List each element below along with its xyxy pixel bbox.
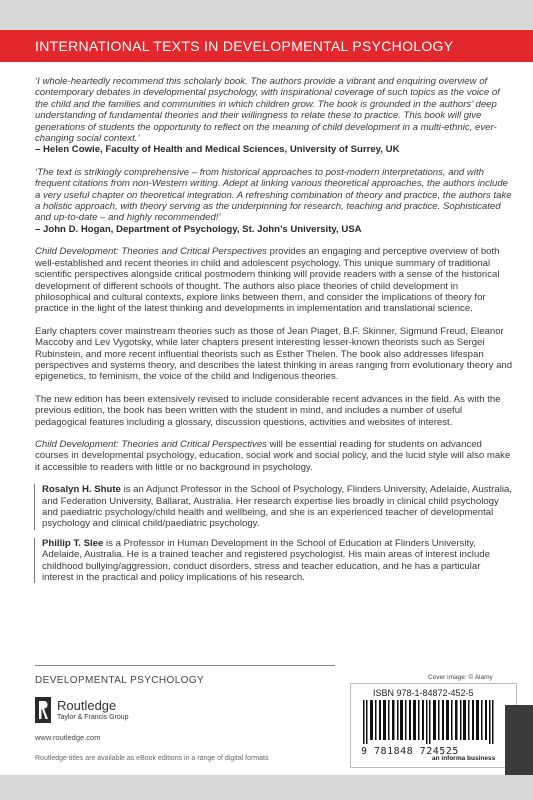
review-quote-2 bbox=[35, 167, 513, 235]
top-margin-strip bbox=[0, 0, 533, 30]
author-bio-text: is an Adjunct Professor in the School of Psychology, Flinders University, Adelaide, Australia, and Federation University, Ballarat, Australia. Her research expertise lies broadly in clinical child psychology and paediatric psychology/child health and wellbeing, and she is an experienced teacher of developmental psychology and clinical child/paediatric psychology. bbox=[42, 484, 512, 530]
description-paragraph-3: The new edition has been extensively revised to include considerable recent advances in the field. As with the previous edition, the book has been written with the student in mind, and includes a number of useful pedagogical features including a glossary, discussion questions, activities and websites of interest. bbox=[35, 393, 501, 428]
book-title-italic: Child Development: Theories and Critical Perspectives bbox=[35, 246, 267, 258]
author-bio-text: is a Professor in Human Development in the School of Education at Flinders University, Adelaide, Australia. He is a trained teacher and registered psychologist. His main areas of interest include childhood bullying/aggression, conduct disorders, stress and teacher education, and he has a particular interest in the practical and policy implications of his research. bbox=[42, 537, 490, 584]
back-cover-text bbox=[35, 76, 513, 591]
publisher-name: Routledge bbox=[57, 698, 117, 713]
series-banner bbox=[0, 30, 533, 62]
description-paragraph-4 bbox=[35, 439, 513, 473]
barcode-icon bbox=[359, 700, 507, 744]
quote-attribution: – John D. Hogan, Department of Psychology, St. John’s University, USA bbox=[35, 223, 362, 235]
description-text: provides an engaging and perceptive overview of both well-established and recent theories in child and adolescent psychology. This unique summary of traditional scientific perspectives alongside critical postmodern thinking will provide readers with a sense of the historical development of different schools of thought. The authors also place theories of child development in philosophical and cultural contexts, explore links between them, and consider the implications of theory for practice in the light of the latest thinking and developments in implementation and translational science. bbox=[35, 246, 500, 315]
description-paragraph-2: Early chapters cover mainstream theories such as those of Jean Piaget, B.F. Skinner, Sigmund Freud, Eleanor Maccoby and Lev Vygotsky, while later chapters present interesting lesser-known theorists such as Sergei Rubinstein, and more recent influential theorists such as Esther Thelen. The book also addresses lifespan perspectives and systems theory, and describes the latest thinking in areas ranging from evolutionary theory and epigenetics, to feminism, the voice of the child and Indigenous theories. bbox=[35, 325, 513, 383]
author-bio-1 bbox=[34, 484, 513, 530]
quote-attribution: – Helen Cowie, Faculty of Health and Medical Sciences, University of Surrey, UK bbox=[35, 144, 400, 156]
ebook-note: Routledge titles are available as eBook editions in a range of digital formats bbox=[35, 755, 269, 762]
author-name: Rosalyn H. Shute bbox=[42, 484, 121, 496]
author-bio-2 bbox=[34, 538, 513, 584]
publisher-group: Taylor & Francis Group bbox=[57, 714, 129, 721]
quote-text: ‘I whole-heartedly recommend this scholarly book. The authors provide a vibrant and enquiring overview of contemporary debates in developmental psychology, with inspirational coverage of such topics as the voice of the child and the families and communities in which children grow. The book is grounded in the authors’ deep understanding of fundamental theories and their willingness to relate these to practice. This book will give generations of students the opportunity to reflect on the meaning of child development in a multi-ethnic, ever-changing social context.’ bbox=[35, 76, 500, 145]
routledge-r-icon bbox=[35, 697, 51, 723]
cover-credit: Cover image: © Alamy bbox=[428, 674, 493, 681]
publisher-logo bbox=[35, 697, 205, 727]
review-quote-1 bbox=[35, 76, 513, 156]
footer-divider bbox=[35, 665, 335, 666]
barcode-digits: 9 781848 724525 bbox=[361, 746, 459, 757]
quote-text: ‘The text is strikingly comprehensive – from historical approaches to post-modern interpretations, and with frequent citations from non-Western writing. Adept at linking various theoretical approaches, the authors include a very useful chapter on theoretical integration. A refreshing combination of theory and practice, the authors take a holistic approach, with theory serving as the underpinning for research, teaching and practice. Sophisticated and up-to-date – and highly recommended!’ bbox=[35, 166, 512, 224]
book-title-italic: Child Development: Theories and Critical Perspectives bbox=[35, 438, 267, 450]
description-paragraph-1 bbox=[35, 246, 513, 314]
author-name: Phillip T. Slee bbox=[42, 537, 104, 549]
bottom-margin-strip bbox=[0, 775, 533, 800]
description-text: will be essential reading for students on advanced courses in developmental psychology, education, social work and social policy, and the lucid style will also make it accessible to readers with little or no background in psychology. bbox=[35, 438, 511, 473]
isbn-number: ISBN 978-1-84872-452-5 bbox=[373, 688, 474, 698]
informa-tagline: an informa business bbox=[432, 755, 496, 762]
category-label: DEVELOPMENTAL PSYCHOLOGY bbox=[35, 675, 205, 686]
publisher-url[interactable]: www.routledge.com bbox=[35, 733, 101, 742]
series-banner-text: INTERNATIONAL TEXTS IN DEVELOPMENTAL PSYCHOLOGY bbox=[35, 38, 454, 54]
